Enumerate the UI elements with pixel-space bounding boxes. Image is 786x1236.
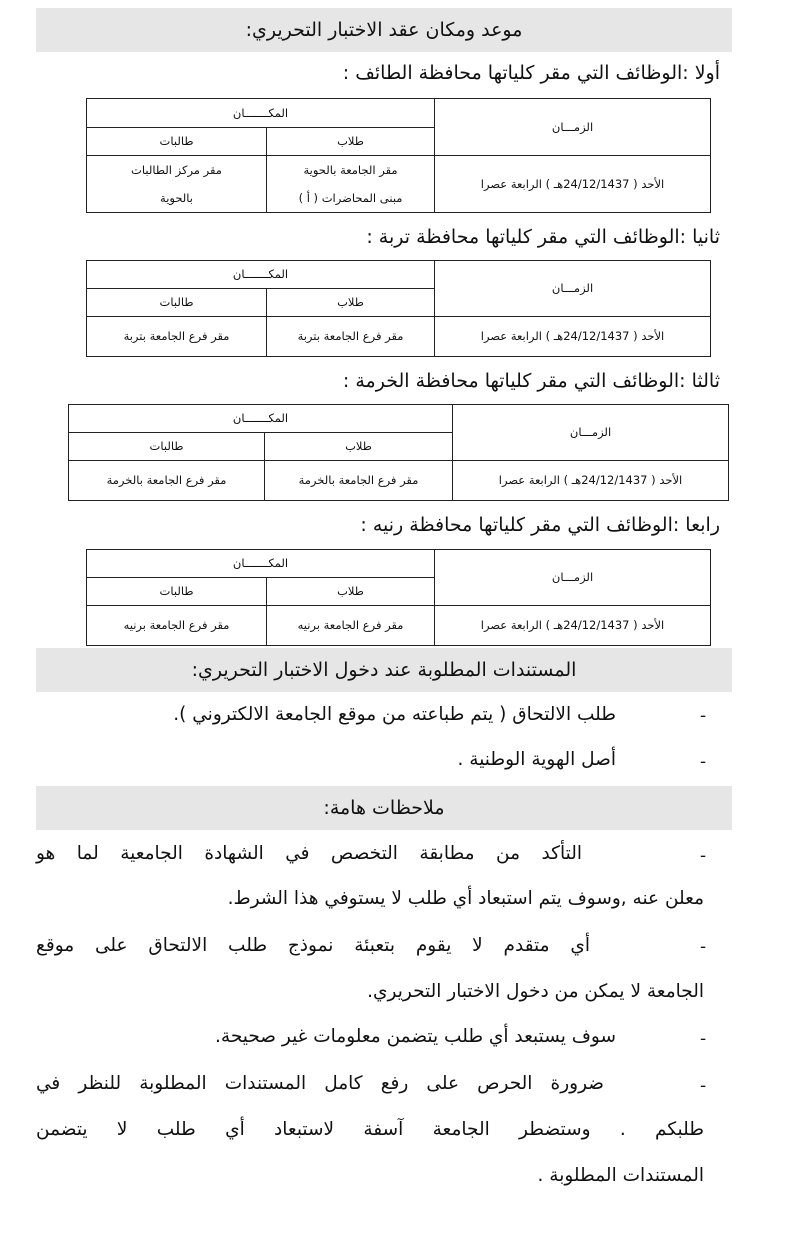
bullet-dash: -	[700, 846, 707, 866]
note-1-line-1: التأكد من مطابقة التخصص في الشهادة الجامعية لما هو	[36, 843, 582, 864]
time-value: الأحد ( 24/12/1437هـ ) الرابعة عصرا	[435, 156, 711, 213]
document-item-national-id: أصل الهوية الوطنية .	[457, 749, 616, 770]
schedule-table-taif	[86, 98, 711, 213]
female-place: مقر فرع الجامعة بتربة	[87, 317, 267, 357]
note-2-line-1: أي متقدم لا يقوم بتعبئة نموذج طلب الالتحاق على موقع	[36, 935, 590, 956]
female-header: طالبات	[87, 128, 267, 156]
bullet-dash: -	[700, 752, 707, 772]
time-value: الأحد ( 24/12/1437هـ ) الرابعة عصرا	[435, 606, 711, 646]
female-place: مقر فرع الجامعة برنيه	[87, 606, 267, 646]
male-place	[267, 156, 435, 213]
time-value: الأحد ( 24/12/1437هـ ) الرابعة عصرا	[453, 461, 729, 501]
female-header: طالبات	[69, 433, 265, 461]
male-place-line1: مقر الجامعة بالحوية	[303, 163, 398, 177]
place-header: المكـــــــان	[87, 550, 435, 578]
male-place: مقر فرع الجامعة برنيه	[267, 606, 435, 646]
section-title-ranyah: رابعا :الوظائف التي مقر كلياتها محافظة رنيه :	[360, 514, 720, 536]
bullet-dash: -	[700, 1076, 707, 1096]
banner-documents	[36, 648, 732, 692]
time-value: الأحد ( 24/12/1437هـ ) الرابعة عصرا	[435, 317, 711, 357]
schedule-table-turabah	[86, 260, 711, 357]
schedule-table-khurmah	[68, 404, 729, 501]
male-header: طلاب	[267, 289, 435, 317]
bullet-dash: -	[700, 1029, 707, 1049]
section-title-taif: أولا :الوظائف التي مقر كلياتها محافظة الطائف :	[342, 62, 720, 84]
banner-notes	[36, 786, 732, 830]
male-header: طلاب	[267, 128, 435, 156]
male-place-line2: مبنى المحاضرات ( أ )	[298, 191, 403, 205]
note-1-line-2: معلن عنه ,وسوف يتم استبعاد أي طلب لا يستوفي هذا الشرط.	[227, 888, 704, 909]
note-4-line-3: المستندات المطلوبة .	[537, 1165, 704, 1186]
schedule-table-ranyah	[86, 549, 711, 646]
note-4-line-1: ضرورة الحرص على رفع كامل المستندات المطلوبة للنظر في	[36, 1073, 604, 1094]
male-header: طلاب	[267, 578, 435, 606]
time-header: الزمـــان	[453, 405, 729, 461]
banner-exam-time-place	[36, 8, 732, 52]
female-place	[87, 156, 267, 213]
time-header: الزمـــان	[435, 261, 711, 317]
place-header: المكـــــــان	[87, 261, 435, 289]
male-place: مقر فرع الجامعة بالخرمة	[265, 461, 453, 501]
bullet-dash: -	[700, 937, 707, 957]
male-place: مقر فرع الجامعة بتربة	[267, 317, 435, 357]
female-place-line2: بالحوية	[160, 191, 193, 205]
note-2-line-2: الجامعة لا يمكن من دخول الاختبار التحريري.	[367, 981, 704, 1002]
section-title-khurmah: ثالثا :الوظائف التي مقر كلياتها محافظة الخرمة :	[342, 370, 720, 392]
male-header: طلاب	[265, 433, 453, 461]
bullet-dash: -	[700, 706, 707, 726]
banner-documents-text: المستندات المطلوبة عند دخول الاختبار التحريري:	[191, 659, 577, 681]
female-place: مقر فرع الجامعة بالخرمة	[69, 461, 265, 501]
document-item-application: طلب الالتحاق ( يتم طباعته من موقع الجامعة الالكتروني ).	[173, 704, 616, 725]
banner-notes-text: ملاحظات هامة:	[323, 797, 445, 819]
female-header: طالبات	[87, 578, 267, 606]
time-header: الزمـــان	[435, 550, 711, 606]
note-3-line-1: سوف يستبعد أي طلب يتضمن معلومات غير صحيحة.	[215, 1026, 616, 1047]
female-header: طالبات	[87, 289, 267, 317]
note-4-line-2: طلبكم . وستضطر الجامعة آسفة لاستبعاد أي طلب لا يتضمن	[36, 1119, 704, 1140]
female-place-line1: مقر مركز الطالبات	[131, 163, 222, 177]
section-title-turabah: ثانيا :الوظائف التي مقر كلياتها محافظة تربة :	[366, 226, 720, 248]
place-header: المكـــــــان	[87, 99, 435, 128]
place-header: المكـــــــان	[69, 405, 453, 433]
banner-exam-time-place-text: موعد ومكان عقد الاختبار التحريري:	[245, 19, 523, 41]
time-header: الزمـــان	[435, 99, 711, 156]
